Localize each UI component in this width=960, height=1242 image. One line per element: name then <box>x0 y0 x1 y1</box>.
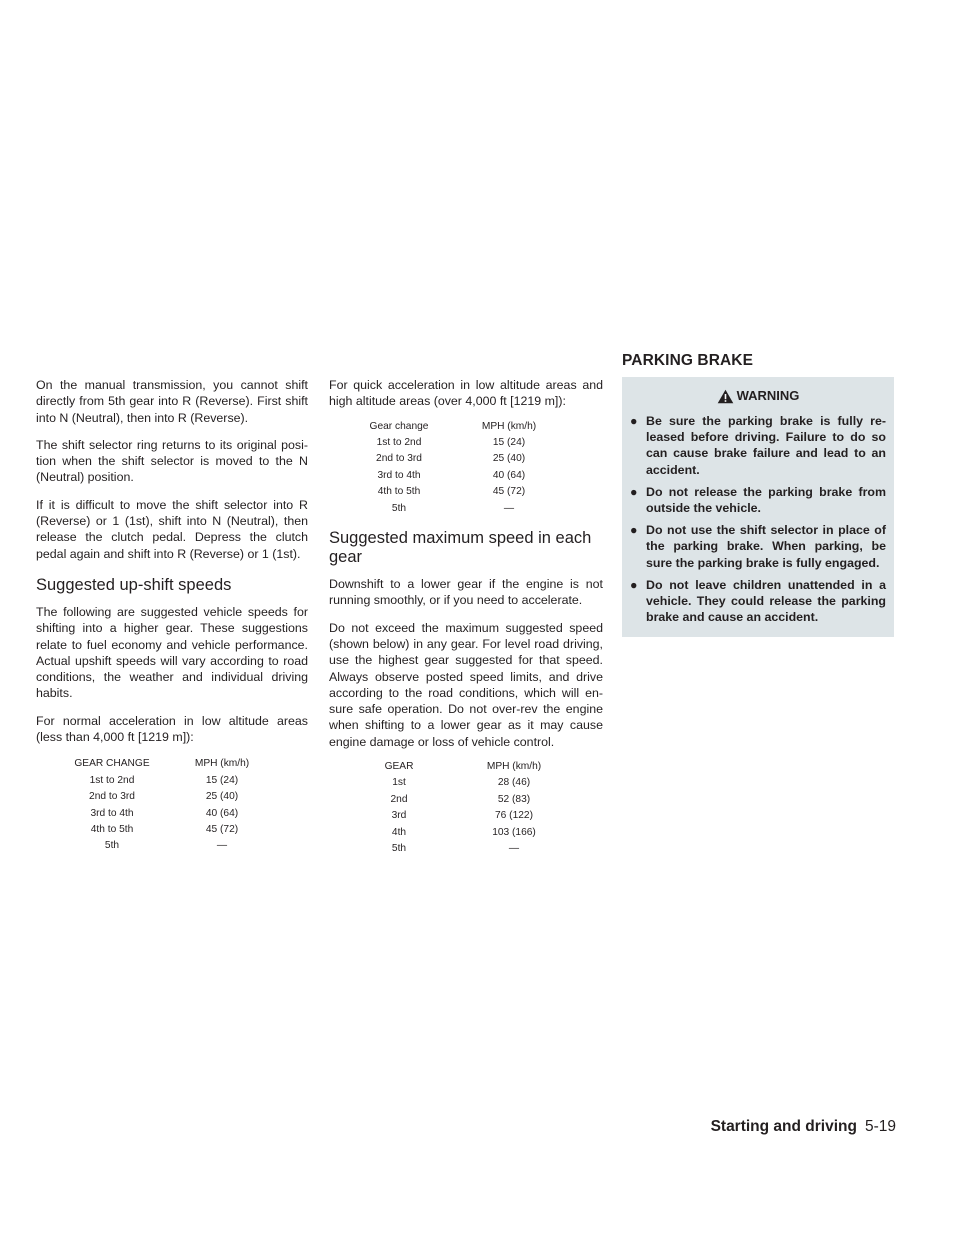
paragraph: Downshift to a lower gear if the engine is not running smoothly, or if you need to accelerate. <box>329 577 603 608</box>
table-cell: 3rd to 4th <box>377 469 421 481</box>
table-row <box>64 822 284 838</box>
table-header-row <box>359 419 579 435</box>
table-row <box>359 808 589 824</box>
table-row <box>64 773 284 789</box>
table-cell: 3rd <box>391 810 407 822</box>
paragraph: For quick acceleration in low altitude areas and high altitude areas (over 4,000 ft [1219 m]): <box>329 378 603 409</box>
table-cell: 2nd to 3rd <box>376 453 422 465</box>
table-cell: 25 (40) <box>492 453 526 465</box>
bullet-icon: ● <box>630 577 638 592</box>
table-cell: 1st to 2nd <box>89 774 135 786</box>
table-cell: — <box>508 843 520 855</box>
table-row <box>359 792 589 808</box>
table-cell: 25 (40) <box>205 791 239 803</box>
bullet-icon: ● <box>630 414 638 428</box>
warning-text: Be sure the parking brake is fully re-leased before driving. Failure to do so can cause brake failure and lead to an accident. <box>646 414 886 477</box>
page-footer <box>711 1118 896 1136</box>
warning-title: WARNING <box>736 388 800 403</box>
table-cell: 40 (64) <box>205 807 239 819</box>
warning-text: Do not use the shift selector in place of the parking brake. When parking, be sure the parking brake is fully engaged. <box>646 523 886 570</box>
warning-text: Do not leave children unattended in a vehicle. They could release the parking brake and cause an accident. <box>646 577 886 625</box>
table-cell: 5th <box>391 502 407 514</box>
table-cell: 15 (24) <box>205 774 239 786</box>
table-cell: 5th <box>391 843 407 855</box>
table-header-row <box>359 759 589 775</box>
table-header: MPH (km/h) <box>486 761 542 772</box>
warning-item <box>630 413 886 478</box>
table-cell: — <box>216 840 228 852</box>
table-row <box>359 468 579 484</box>
page-number: 5-19 <box>864 1118 896 1135</box>
table-cell: 52 (83) <box>497 793 531 805</box>
table-cell: 45 (72) <box>492 486 526 498</box>
footer-section-name: Starting and driving <box>710 1118 857 1135</box>
table-cell: 5th <box>104 840 120 852</box>
upshift-normal-table <box>64 756 284 854</box>
table-cell: 28 (46) <box>497 777 531 789</box>
warning-item <box>630 484 886 516</box>
table-row <box>64 838 284 854</box>
table-cell: 2nd to 3rd <box>89 791 135 803</box>
table-cell: 4th to 5th <box>377 486 421 498</box>
table-row <box>64 789 284 805</box>
table-cell: 4th to 5th <box>90 823 134 835</box>
table-header-row <box>64 756 284 772</box>
warning-item <box>630 577 886 626</box>
table-cell: 15 (24) <box>492 437 526 448</box>
table-cell: 1st to 2nd <box>376 437 422 448</box>
paragraph: If it is difficult to move the shift selector into R (Reverse) or 1 (1st), shift into N (Neutral), then release the clutch pedal. Depress the clutch pedal again and shift into R (Reverse) or 1 (1st). <box>36 497 308 561</box>
table-row <box>359 501 579 517</box>
table-cell: 1st <box>392 777 406 789</box>
max-speed-table <box>359 759 589 857</box>
paragraph: Do not exceed the maximum suggested speed (shown below) in any gear. For level road driving, use the highest gear suggested for that speed. Always observe posted speed limits, and drive according to the road conditions, which will en-sure safe operation. Do not over-rev the engine when shifting to a lower gear as it may cause engine damage or loss of vehicle control. <box>329 620 603 749</box>
paragraph: The following are suggested vehicle speeds for shifting into a higher gear. These suggestions relate to fuel economy and vehicle performance. Actual upshift speeds will vary according to road conditions, the weather and individual driving habits. <box>36 604 308 701</box>
table-cell: 103 (166) <box>492 826 536 838</box>
table-cell: 2nd <box>390 793 408 805</box>
bullet-icon: ● <box>630 484 638 499</box>
table-header: GEAR <box>384 761 414 772</box>
table-row <box>359 484 579 500</box>
table-row <box>359 775 589 791</box>
table-row <box>359 841 589 857</box>
table-header: Gear change <box>369 420 429 432</box>
table-header: MPH (km/h) <box>481 420 537 432</box>
paragraph: The shift selector ring returns to its original posi-tion when the shift selector is moved to the N (Neutral) position. <box>36 437 308 485</box>
table-cell: 40 (64) <box>492 469 526 481</box>
table-cell: 3rd to 4th <box>90 807 134 819</box>
table-row <box>359 451 579 467</box>
table-row <box>359 435 579 451</box>
warning-text: Do not release the parking brake from outside the vehicle. <box>646 484 886 516</box>
column-right <box>622 377 894 637</box>
warning-triangle-icon <box>717 389 734 404</box>
table-row <box>64 806 284 822</box>
table-cell: — <box>503 502 515 514</box>
table-header: GEAR CHANGE <box>74 758 150 770</box>
column-left <box>36 377 308 867</box>
subheading-max-speed: Suggested maximum speed in each gear <box>329 529 592 567</box>
paragraph: On the manual transmission, you cannot shift directly from 5th gear into R (Reverse). First shift into N (Neutral), then into R (Reverse). <box>36 378 308 425</box>
table-cell: 76 (122) <box>495 810 533 822</box>
upshift-quick-table <box>359 419 579 517</box>
section-title: PARKING BRAKE <box>622 352 754 369</box>
warning-item <box>630 522 886 571</box>
table-cell: 45 (72) <box>205 823 239 835</box>
bullet-icon: ● <box>630 523 638 538</box>
warning-header <box>630 385 886 407</box>
paragraph: For normal acceleration in low altitude areas (less than 4,000 ft [1219 m]): <box>36 713 308 745</box>
table-cell: 4th <box>391 826 407 838</box>
table-row <box>359 825 589 841</box>
subheading-upshift: Suggested up-shift speeds <box>36 575 232 594</box>
column-middle <box>329 377 603 869</box>
warning-box <box>622 377 894 637</box>
table-header: MPH (km/h) <box>194 758 250 770</box>
